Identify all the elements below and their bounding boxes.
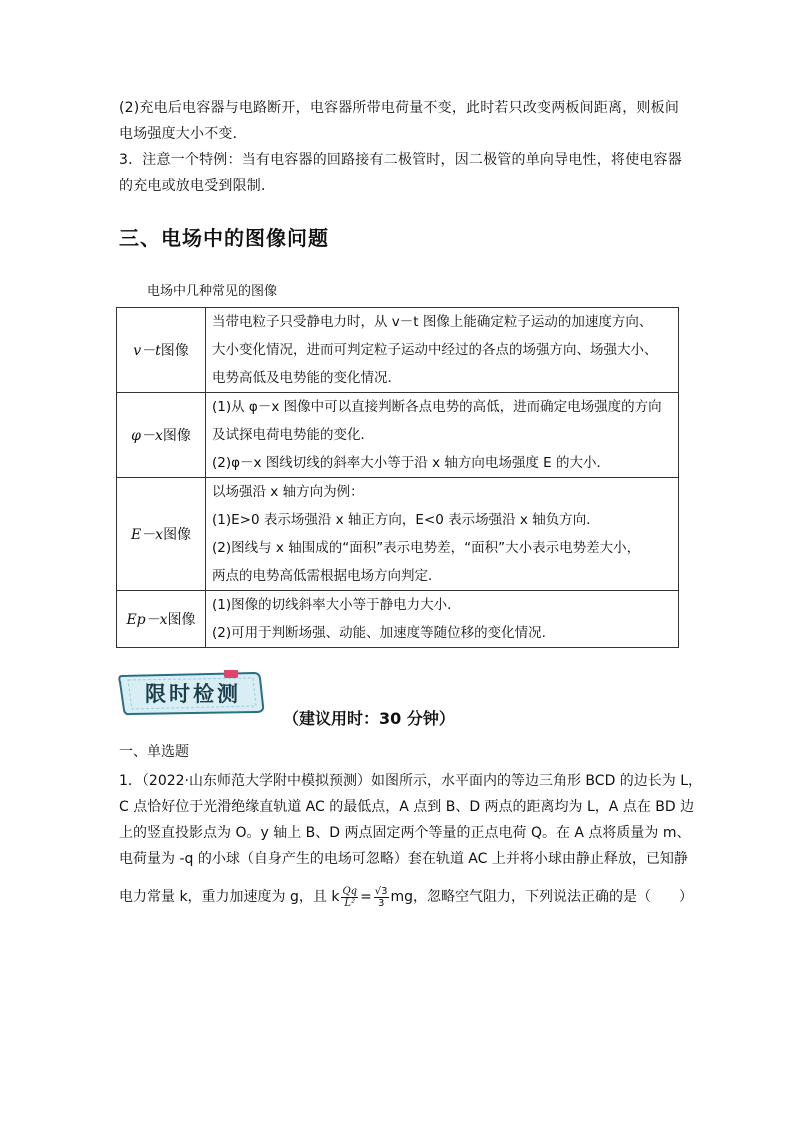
suggested-time: （建议用时：30 分钟）: [283, 709, 455, 728]
paragraph-line: 3．注意一个特例：当有电容器的回路接有二极管时，因二极管的单向导电性，将使电容器: [119, 152, 682, 168]
timed-test-banner: [118, 670, 268, 716]
row-label: v－t图像: [117, 308, 206, 393]
section-heading: 三、电场中的图像问题: [119, 226, 329, 250]
table-row: [117, 393, 679, 478]
table-caption: 电场中几种常见的图像: [147, 284, 278, 299]
row-label: Ep－x图像: [117, 591, 206, 648]
row-label: E－x图像: [117, 478, 206, 591]
row-content: (1)从 φ－x 图像中可以直接判断各点电势的高低，进而确定电场强度的方向 及试探电荷电势能的变化． (2)φ－x 图线切线的斜率大小等于沿 x 轴方向电场强度 E 的大小．: [206, 393, 679, 478]
question-line: C 点恰好位于光滑绝缘直轨道 AC 的最低点，A 点到 B、D 两点的距离均为 L，A 点在 BD 边: [119, 799, 695, 815]
table-row: [117, 478, 679, 591]
section-heading: 一、单选题: [119, 744, 189, 760]
row-content: 当带电粒子只受静电力时，从 v－t 图像上能确定粒子运动的加速度方向、 大小变化情况，进而可判定粒子运动中经过的各点的场强方向、场强大小、 电势高低及电势能的变化情况．: [206, 308, 679, 393]
fraction: $\frac{Qq}{\text{L²}}$: [342, 885, 358, 909]
question-line: 上的竖直投影点为 O。y 轴上 B、D 两点固定两个等量的正点电荷 Q。在 A 点将质量为 m、: [119, 825, 691, 841]
paragraph-line: 电场强度大小不变．: [119, 126, 247, 142]
paragraph-line: 的充电或放电受到限制．: [119, 178, 276, 194]
table-row: [117, 308, 679, 393]
table-row: [117, 591, 679, 648]
question-line: 1．（2022·山东师范大学附中模拟预测）如图所示，水平面内的等边三角形 BCD 的边长为 L，: [119, 773, 703, 789]
graph-types-table: [116, 307, 679, 648]
question-line-with-formula: 电力常量 k，重力加速度为 g，且 k $\frac{Qq}{\text{L²}}$ = $\frac{√3}{3}$ mg，忽略空气阻力，下列说法正确的是（ ）: [119, 885, 694, 909]
banner-title: 限时检测: [145, 682, 241, 706]
row-label: φ－x图像: [117, 393, 206, 478]
fraction: $\frac{√3}{3}$: [374, 885, 388, 909]
question-line: 电荷量为 -q 的小球（自身产生的电场可忽略）套在轨道 AC 上并将小球由静止释放，已知静: [119, 851, 688, 867]
paragraph-line: (2)充电后电容器与电路断开，电容器所带电荷量不变，此时若只改变两板间距离，则板间: [119, 100, 680, 116]
row-content: 以场强沿 x 轴方向为例： (1)E>0 表示场强沿 x 轴正方向，E<0 表示场强沿 x 轴负方向． (2)图线与 x 轴围成的“面积”表示电势差，“面积”大小表示电势差大小， 两点的电势高低需根据电场方向判定．: [206, 478, 679, 591]
banner-tab: [224, 670, 238, 678]
row-content: (1)图像的切线斜率大小等于静电力大小． (2)可用于判断场强、动能、加速度等随位移的变化情况.: [206, 591, 679, 648]
